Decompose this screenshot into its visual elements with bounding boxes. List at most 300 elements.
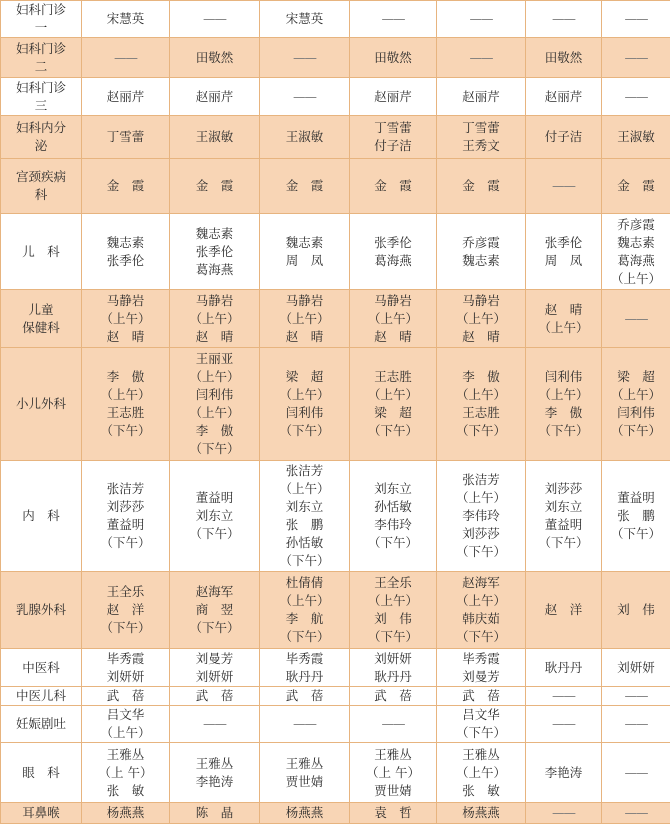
doctor-entry: 毕秀霞 xyxy=(107,650,145,668)
doctor-entry: （下午） xyxy=(538,422,588,440)
doctor-entry: 武 蓓 xyxy=(462,687,500,705)
schedule-cell xyxy=(260,743,350,803)
schedule-cell xyxy=(170,743,260,803)
schedule-cell xyxy=(170,116,260,159)
doctor-entry: 闫利伟 xyxy=(189,386,239,404)
department-cell xyxy=(1,116,82,159)
doctor-entry: 刘妍妍 xyxy=(107,668,145,686)
doctor-entry: 赵 洋 xyxy=(100,601,150,619)
doctor-entry: 张 敏 xyxy=(456,782,506,800)
doctor-entry: 马静岩 xyxy=(100,292,150,310)
doctor-entry: 魏志素 xyxy=(286,234,324,252)
doctor-entry: 李 傲 xyxy=(100,368,150,386)
doctor-entry: （下午） xyxy=(100,619,150,637)
doctor-entry: 董益明 xyxy=(538,516,588,534)
table-row xyxy=(1,687,670,706)
schedule-cell xyxy=(170,38,260,78)
doctor-entry: （上午） xyxy=(368,386,418,404)
department-name: 妇科门诊 xyxy=(16,40,66,58)
doctor-entry: （下午） xyxy=(279,422,329,440)
doctor-entry: 刘东立 xyxy=(279,498,329,516)
schedule-cell xyxy=(526,116,602,159)
schedule-cell xyxy=(526,348,602,461)
doctor-entry: 马静岩 xyxy=(456,292,506,310)
doctor-entry: 李 傲 xyxy=(538,404,588,422)
department-name: 一 xyxy=(16,19,66,37)
doctor-entry: 刘东立 xyxy=(368,480,418,498)
department-name: 中医儿科 xyxy=(16,687,66,705)
doctor-entry: 王雅丛 xyxy=(99,746,153,764)
schedule-cell xyxy=(437,38,526,78)
schedule-cell xyxy=(350,78,437,116)
doctor-entry: 刘 伟 xyxy=(617,601,655,619)
doctor-entry: 田敬然 xyxy=(374,49,412,67)
doctor-entry: 王秀文 xyxy=(462,137,500,155)
table-row xyxy=(1,706,670,743)
schedule-cell xyxy=(350,159,437,214)
doctor-entry: 张季伦 xyxy=(545,234,583,252)
doctor-entry: 闫利伟 xyxy=(538,368,588,386)
doctor-entry: （上午） xyxy=(100,724,150,742)
schedule-cell xyxy=(350,649,437,687)
doctor-entry: 葛海燕 xyxy=(196,261,234,279)
doctor-entry: 赵 晴 xyxy=(538,301,588,319)
no-clinic-dash: —— xyxy=(625,764,648,782)
doctor-entry: 耿丹丹 xyxy=(545,659,583,677)
doctor-entry: 贾世婧 xyxy=(366,782,420,800)
no-clinic-dash: —— xyxy=(203,715,226,733)
schedule-cell xyxy=(437,687,526,706)
doctor-entry: 闫利伟 xyxy=(279,404,329,422)
no-clinic-dash: —— xyxy=(293,715,316,733)
schedule-cell xyxy=(437,803,526,824)
no-clinic-dash: —— xyxy=(382,715,405,733)
doctor-entry: 魏志素 xyxy=(462,252,500,270)
no-clinic-dash: —— xyxy=(382,10,405,28)
doctor-entry: 张季伦 xyxy=(374,234,412,252)
schedule-cell xyxy=(526,803,602,824)
schedule-cell xyxy=(260,290,350,348)
doctor-entry: （上午） xyxy=(189,368,239,386)
schedule-cell xyxy=(170,572,260,649)
no-clinic-dash: —— xyxy=(625,49,648,67)
department-name: 乳腺外科 xyxy=(16,601,66,619)
doctor-entry: （上午） xyxy=(189,310,239,328)
doctor-entry: 付子洁 xyxy=(374,137,412,155)
doctor-entry: 赵 晴 xyxy=(100,328,150,346)
schedule-cell xyxy=(82,743,170,803)
table-row xyxy=(1,803,670,824)
doctor-entry: （下午） xyxy=(368,422,418,440)
doctor-entry: 刘莎莎 xyxy=(100,498,150,516)
table-row xyxy=(1,290,670,348)
schedule-cell xyxy=(437,706,526,743)
doctor-entry: 魏志素 xyxy=(107,234,145,252)
table-row xyxy=(1,214,670,290)
department-cell xyxy=(1,687,82,706)
doctor-entry: 刘妍妍 xyxy=(617,659,655,677)
doctor-entry: 王雅丛 xyxy=(366,746,420,764)
doctor-entry: 乔彦霞 xyxy=(611,216,661,234)
schedule-cell xyxy=(350,803,437,824)
doctor-entry: 张季伦 xyxy=(196,243,234,261)
doctor-entry: 孙恬敏 xyxy=(368,498,418,516)
doctor-entry: 乔彦霞 xyxy=(462,234,500,252)
doctor-entry: 王全乐 xyxy=(368,574,418,592)
doctor-entry: 张洁芳 xyxy=(279,462,329,480)
schedule-cell xyxy=(437,649,526,687)
doctor-entry: （下午） xyxy=(611,422,661,440)
doctor-entry: 赵丽芹 xyxy=(374,88,412,106)
no-clinic-dash: —— xyxy=(552,687,575,705)
doctor-entry: 金 霞 xyxy=(374,177,412,195)
doctor-entry: 刘 伟 xyxy=(368,610,418,628)
schedule-cell xyxy=(602,78,670,116)
doctor-entry: 马静岩 xyxy=(189,292,239,310)
doctor-entry: 刘莎莎 xyxy=(456,525,506,543)
department-name: 妊娠剧吐 xyxy=(16,715,66,733)
doctor-entry: （上午） xyxy=(456,489,506,507)
no-clinic-dash: —— xyxy=(552,10,575,28)
schedule-cell xyxy=(170,649,260,687)
doctor-entry: 刘妍妍 xyxy=(196,668,234,686)
schedule-cell xyxy=(350,290,437,348)
schedule-cell xyxy=(602,116,670,159)
doctor-entry: 王淑敏 xyxy=(196,128,234,146)
doctor-entry: （下午） xyxy=(100,534,150,552)
schedule-cell xyxy=(602,159,670,214)
doctor-entry: 李 航 xyxy=(279,610,329,628)
schedule-cell xyxy=(82,1,170,38)
doctor-entry: 丁雪蕾 xyxy=(462,119,500,137)
table-row xyxy=(1,1,670,38)
doctor-entry: （上午） xyxy=(611,386,661,404)
doctor-entry: 田敬然 xyxy=(196,49,234,67)
doctor-entry: 刘莎莎 xyxy=(538,480,588,498)
department-name: 儿童 xyxy=(22,301,60,319)
schedule-cell xyxy=(260,1,350,38)
schedule-cell xyxy=(602,743,670,803)
no-clinic-dash: —— xyxy=(293,49,316,67)
doctor-entry: 金 霞 xyxy=(107,177,145,195)
schedule-cell xyxy=(82,649,170,687)
no-clinic-dash: —— xyxy=(552,177,575,195)
doctor-entry: 王志胜 xyxy=(100,404,150,422)
schedule-cell xyxy=(526,461,602,572)
doctor-entry: 杨燕燕 xyxy=(462,804,500,822)
schedule-cell xyxy=(526,687,602,706)
doctor-entry: 赵海军 xyxy=(456,574,506,592)
doctor-entry: 董益明 xyxy=(100,516,150,534)
no-clinic-dash: —— xyxy=(625,310,648,328)
schedule-cell xyxy=(437,572,526,649)
no-clinic-dash: —— xyxy=(470,49,493,67)
doctor-entry: 武 蓓 xyxy=(107,687,145,705)
schedule-cell xyxy=(602,348,670,461)
doctor-entry: 梁 超 xyxy=(279,368,329,386)
schedule-cell xyxy=(350,687,437,706)
doctor-entry: （下午） xyxy=(456,724,506,742)
doctor-entry: 赵海军 xyxy=(189,583,239,601)
doctor-entry: （下午） xyxy=(189,440,239,458)
doctor-entry: 赵丽芹 xyxy=(545,88,583,106)
schedule-cell xyxy=(82,290,170,348)
schedule-cell xyxy=(82,687,170,706)
doctor-entry: （下午） xyxy=(456,628,506,646)
doctor-entry: 李 傲 xyxy=(189,422,239,440)
no-clinic-dash: —— xyxy=(203,10,226,28)
doctor-entry: 李艳涛 xyxy=(545,764,583,782)
doctor-entry: 张 敏 xyxy=(99,782,153,800)
doctor-entry: （上午） xyxy=(279,480,329,498)
schedule-cell xyxy=(170,1,260,38)
doctor-entry: 董益明 xyxy=(611,489,661,507)
department-name: 中医科 xyxy=(22,659,60,677)
schedule-cell xyxy=(437,214,526,290)
department-name: 妇科内分 xyxy=(16,119,66,137)
doctor-entry: 魏志素 xyxy=(611,234,661,252)
doctor-entry: 葛海燕 xyxy=(374,252,412,270)
doctor-entry: 王雅丛 xyxy=(196,755,234,773)
doctor-entry: 陈 晶 xyxy=(196,804,234,822)
department-name: 三 xyxy=(16,97,66,115)
doctor-entry: 杨燕燕 xyxy=(107,804,145,822)
doctor-entry: 赵丽芹 xyxy=(462,88,500,106)
doctor-entry: 贾世婧 xyxy=(286,773,324,791)
schedule-cell xyxy=(437,290,526,348)
doctor-entry: 张季伦 xyxy=(107,252,145,270)
department-name: 内 科 xyxy=(22,507,60,525)
doctor-entry: 王志胜 xyxy=(368,368,418,386)
doctor-entry: 吕文华 xyxy=(456,706,506,724)
doctor-entry: 马静岩 xyxy=(279,292,329,310)
schedule-cell xyxy=(602,290,670,348)
doctor-entry: 王淑敏 xyxy=(617,128,655,146)
schedule-cell xyxy=(602,803,670,824)
schedule-cell xyxy=(602,214,670,290)
doctor-entry: 赵 晴 xyxy=(368,328,418,346)
doctor-entry: 赵丽芹 xyxy=(196,88,234,106)
schedule-cell xyxy=(260,649,350,687)
doctor-entry: 孙恬敏 xyxy=(279,534,329,552)
doctor-entry: 武 蓓 xyxy=(196,687,234,705)
no-clinic-dash: —— xyxy=(470,10,493,28)
schedule-cell xyxy=(437,116,526,159)
doctor-entry: 杜倩倩 xyxy=(279,574,329,592)
doctor-entry: 闫利伟 xyxy=(611,404,661,422)
schedule-cell xyxy=(82,38,170,78)
doctor-entry: 丁雪蕾 xyxy=(107,128,145,146)
schedule-cell xyxy=(602,706,670,743)
schedule-cell xyxy=(170,78,260,116)
doctor-entry: 武 蓓 xyxy=(286,687,324,705)
schedule-cell xyxy=(350,706,437,743)
doctor-entry: （上午） xyxy=(100,310,150,328)
schedule-cell xyxy=(350,1,437,38)
doctor-entry: 宋慧英 xyxy=(107,10,145,28)
department-name: 耳鼻喉 xyxy=(22,804,60,822)
doctor-entry: 刘东立 xyxy=(538,498,588,516)
doctor-entry: （下午） xyxy=(456,422,506,440)
doctor-entry: （上午） xyxy=(189,404,239,422)
schedule-cell xyxy=(82,803,170,824)
doctor-entry: （上午） xyxy=(456,310,506,328)
schedule-cell xyxy=(82,214,170,290)
doctor-entry: （上午） xyxy=(279,310,329,328)
doctor-entry: 董益明 xyxy=(189,489,239,507)
table-row xyxy=(1,572,670,649)
schedule-cell xyxy=(260,159,350,214)
doctor-entry: （上午） xyxy=(279,386,329,404)
doctor-entry: 耿丹丹 xyxy=(374,668,412,686)
schedule-cell xyxy=(437,348,526,461)
doctor-entry: 吕文华 xyxy=(100,706,150,724)
schedule-cell xyxy=(526,649,602,687)
doctor-entry: 马静岩 xyxy=(368,292,418,310)
doctor-entry: 金 霞 xyxy=(617,177,655,195)
doctor-entry: （上午） xyxy=(611,270,661,288)
table-row xyxy=(1,461,670,572)
department-name: 科 xyxy=(16,186,66,204)
schedule-cell xyxy=(526,743,602,803)
department-name: 宫颈疾病 xyxy=(16,168,66,186)
schedule-body xyxy=(1,1,670,824)
department-cell xyxy=(1,706,82,743)
doctor-entry: 王丽亚 xyxy=(189,350,239,368)
schedule-cell xyxy=(170,803,260,824)
doctor-entry: （下午） xyxy=(189,525,239,543)
schedule-cell xyxy=(350,461,437,572)
doctor-entry: （上午） xyxy=(538,386,588,404)
table-row xyxy=(1,649,670,687)
department-name: 妇科门诊 xyxy=(16,1,66,19)
schedule-cell xyxy=(260,803,350,824)
schedule-cell xyxy=(602,649,670,687)
schedule-cell xyxy=(602,572,670,649)
department-cell xyxy=(1,1,82,38)
doctor-entry: （下午） xyxy=(189,619,239,637)
doctor-entry: 金 霞 xyxy=(196,177,234,195)
table-row xyxy=(1,78,670,116)
no-clinic-dash: —— xyxy=(625,88,648,106)
doctor-entry: 李 傲 xyxy=(456,368,506,386)
department-cell xyxy=(1,743,82,803)
no-clinic-dash: —— xyxy=(625,715,648,733)
no-clinic-dash: —— xyxy=(552,715,575,733)
doctor-entry: （下午） xyxy=(100,422,150,440)
doctor-entry: 张洁芳 xyxy=(100,480,150,498)
department-cell xyxy=(1,461,82,572)
doctor-entry: 刘曼芳 xyxy=(196,650,234,668)
department-name: 保健科 xyxy=(22,319,60,337)
department-name: 泌 xyxy=(16,137,66,155)
no-clinic-dash: —— xyxy=(625,804,648,822)
doctor-entry: 周 凤 xyxy=(545,252,583,270)
doctor-entry: 葛海燕 xyxy=(611,252,661,270)
no-clinic-dash: —— xyxy=(625,687,648,705)
doctor-entry: 赵 晴 xyxy=(189,328,239,346)
no-clinic-dash: —— xyxy=(293,88,316,106)
doctor-entry: 梁 超 xyxy=(368,404,418,422)
schedule-cell xyxy=(260,687,350,706)
schedule-cell xyxy=(170,159,260,214)
doctor-entry: 赵丽芹 xyxy=(107,88,145,106)
schedule-cell xyxy=(602,1,670,38)
schedule-cell xyxy=(170,706,260,743)
doctor-entry: （下午） xyxy=(279,552,329,570)
doctor-entry: 田敬然 xyxy=(545,49,583,67)
doctor-entry: （上 午） xyxy=(99,764,153,782)
doctor-entry: （下午） xyxy=(456,543,506,561)
doctor-entry: 刘妍妍 xyxy=(374,650,412,668)
schedule-cell xyxy=(260,572,350,649)
schedule-cell xyxy=(350,116,437,159)
department-cell xyxy=(1,290,82,348)
no-clinic-dash: —— xyxy=(552,804,575,822)
doctor-entry: 武 蓓 xyxy=(374,687,412,705)
doctor-entry: 王全乐 xyxy=(100,583,150,601)
doctor-entry: （上 午） xyxy=(366,764,420,782)
doctor-entry: （上午） xyxy=(279,592,329,610)
doctor-entry: 刘曼芳 xyxy=(462,668,500,686)
doctor-entry: （下午） xyxy=(368,628,418,646)
doctor-entry: （下午） xyxy=(611,525,661,543)
doctor-entry: 杨燕燕 xyxy=(286,804,324,822)
doctor-entry: 王志胜 xyxy=(456,404,506,422)
schedule-cell xyxy=(437,1,526,38)
schedule-cell xyxy=(602,38,670,78)
doctor-entry: （上午） xyxy=(100,386,150,404)
doctor-entry: （上午） xyxy=(538,319,588,337)
schedule-cell xyxy=(260,461,350,572)
doctor-entry: 王雅丛 xyxy=(456,746,506,764)
department-cell xyxy=(1,78,82,116)
doctor-entry: （下午） xyxy=(279,628,329,646)
department-cell xyxy=(1,159,82,214)
schedule-cell xyxy=(350,38,437,78)
schedule-cell xyxy=(260,214,350,290)
schedule-cell xyxy=(260,116,350,159)
doctor-entry: 毕秀霞 xyxy=(286,650,324,668)
doctor-entry: 张 鹏 xyxy=(611,507,661,525)
department-cell xyxy=(1,214,82,290)
no-clinic-dash: —— xyxy=(114,49,137,67)
schedule-cell xyxy=(82,461,170,572)
doctor-entry: 金 霞 xyxy=(286,177,324,195)
doctor-entry: 金 霞 xyxy=(462,177,500,195)
doctor-entry: 李伟玲 xyxy=(456,507,506,525)
doctor-entry: 赵 洋 xyxy=(545,601,583,619)
doctor-entry: 王淑敏 xyxy=(286,128,324,146)
schedule-cell xyxy=(82,572,170,649)
doctor-entry: （上午） xyxy=(368,310,418,328)
schedule-cell xyxy=(602,461,670,572)
doctor-entry: （上午） xyxy=(456,386,506,404)
schedule-cell xyxy=(526,1,602,38)
table-row xyxy=(1,159,670,214)
schedule-cell xyxy=(526,38,602,78)
doctor-entry: （上午） xyxy=(456,764,506,782)
schedule-cell xyxy=(526,290,602,348)
doctor-entry: 宋慧英 xyxy=(286,10,324,28)
schedule-cell xyxy=(437,461,526,572)
schedule-cell xyxy=(260,78,350,116)
schedule-cell xyxy=(82,348,170,461)
schedule-cell xyxy=(170,687,260,706)
doctor-entry: 王雅丛 xyxy=(286,755,324,773)
schedule-cell xyxy=(82,78,170,116)
table-row xyxy=(1,348,670,461)
